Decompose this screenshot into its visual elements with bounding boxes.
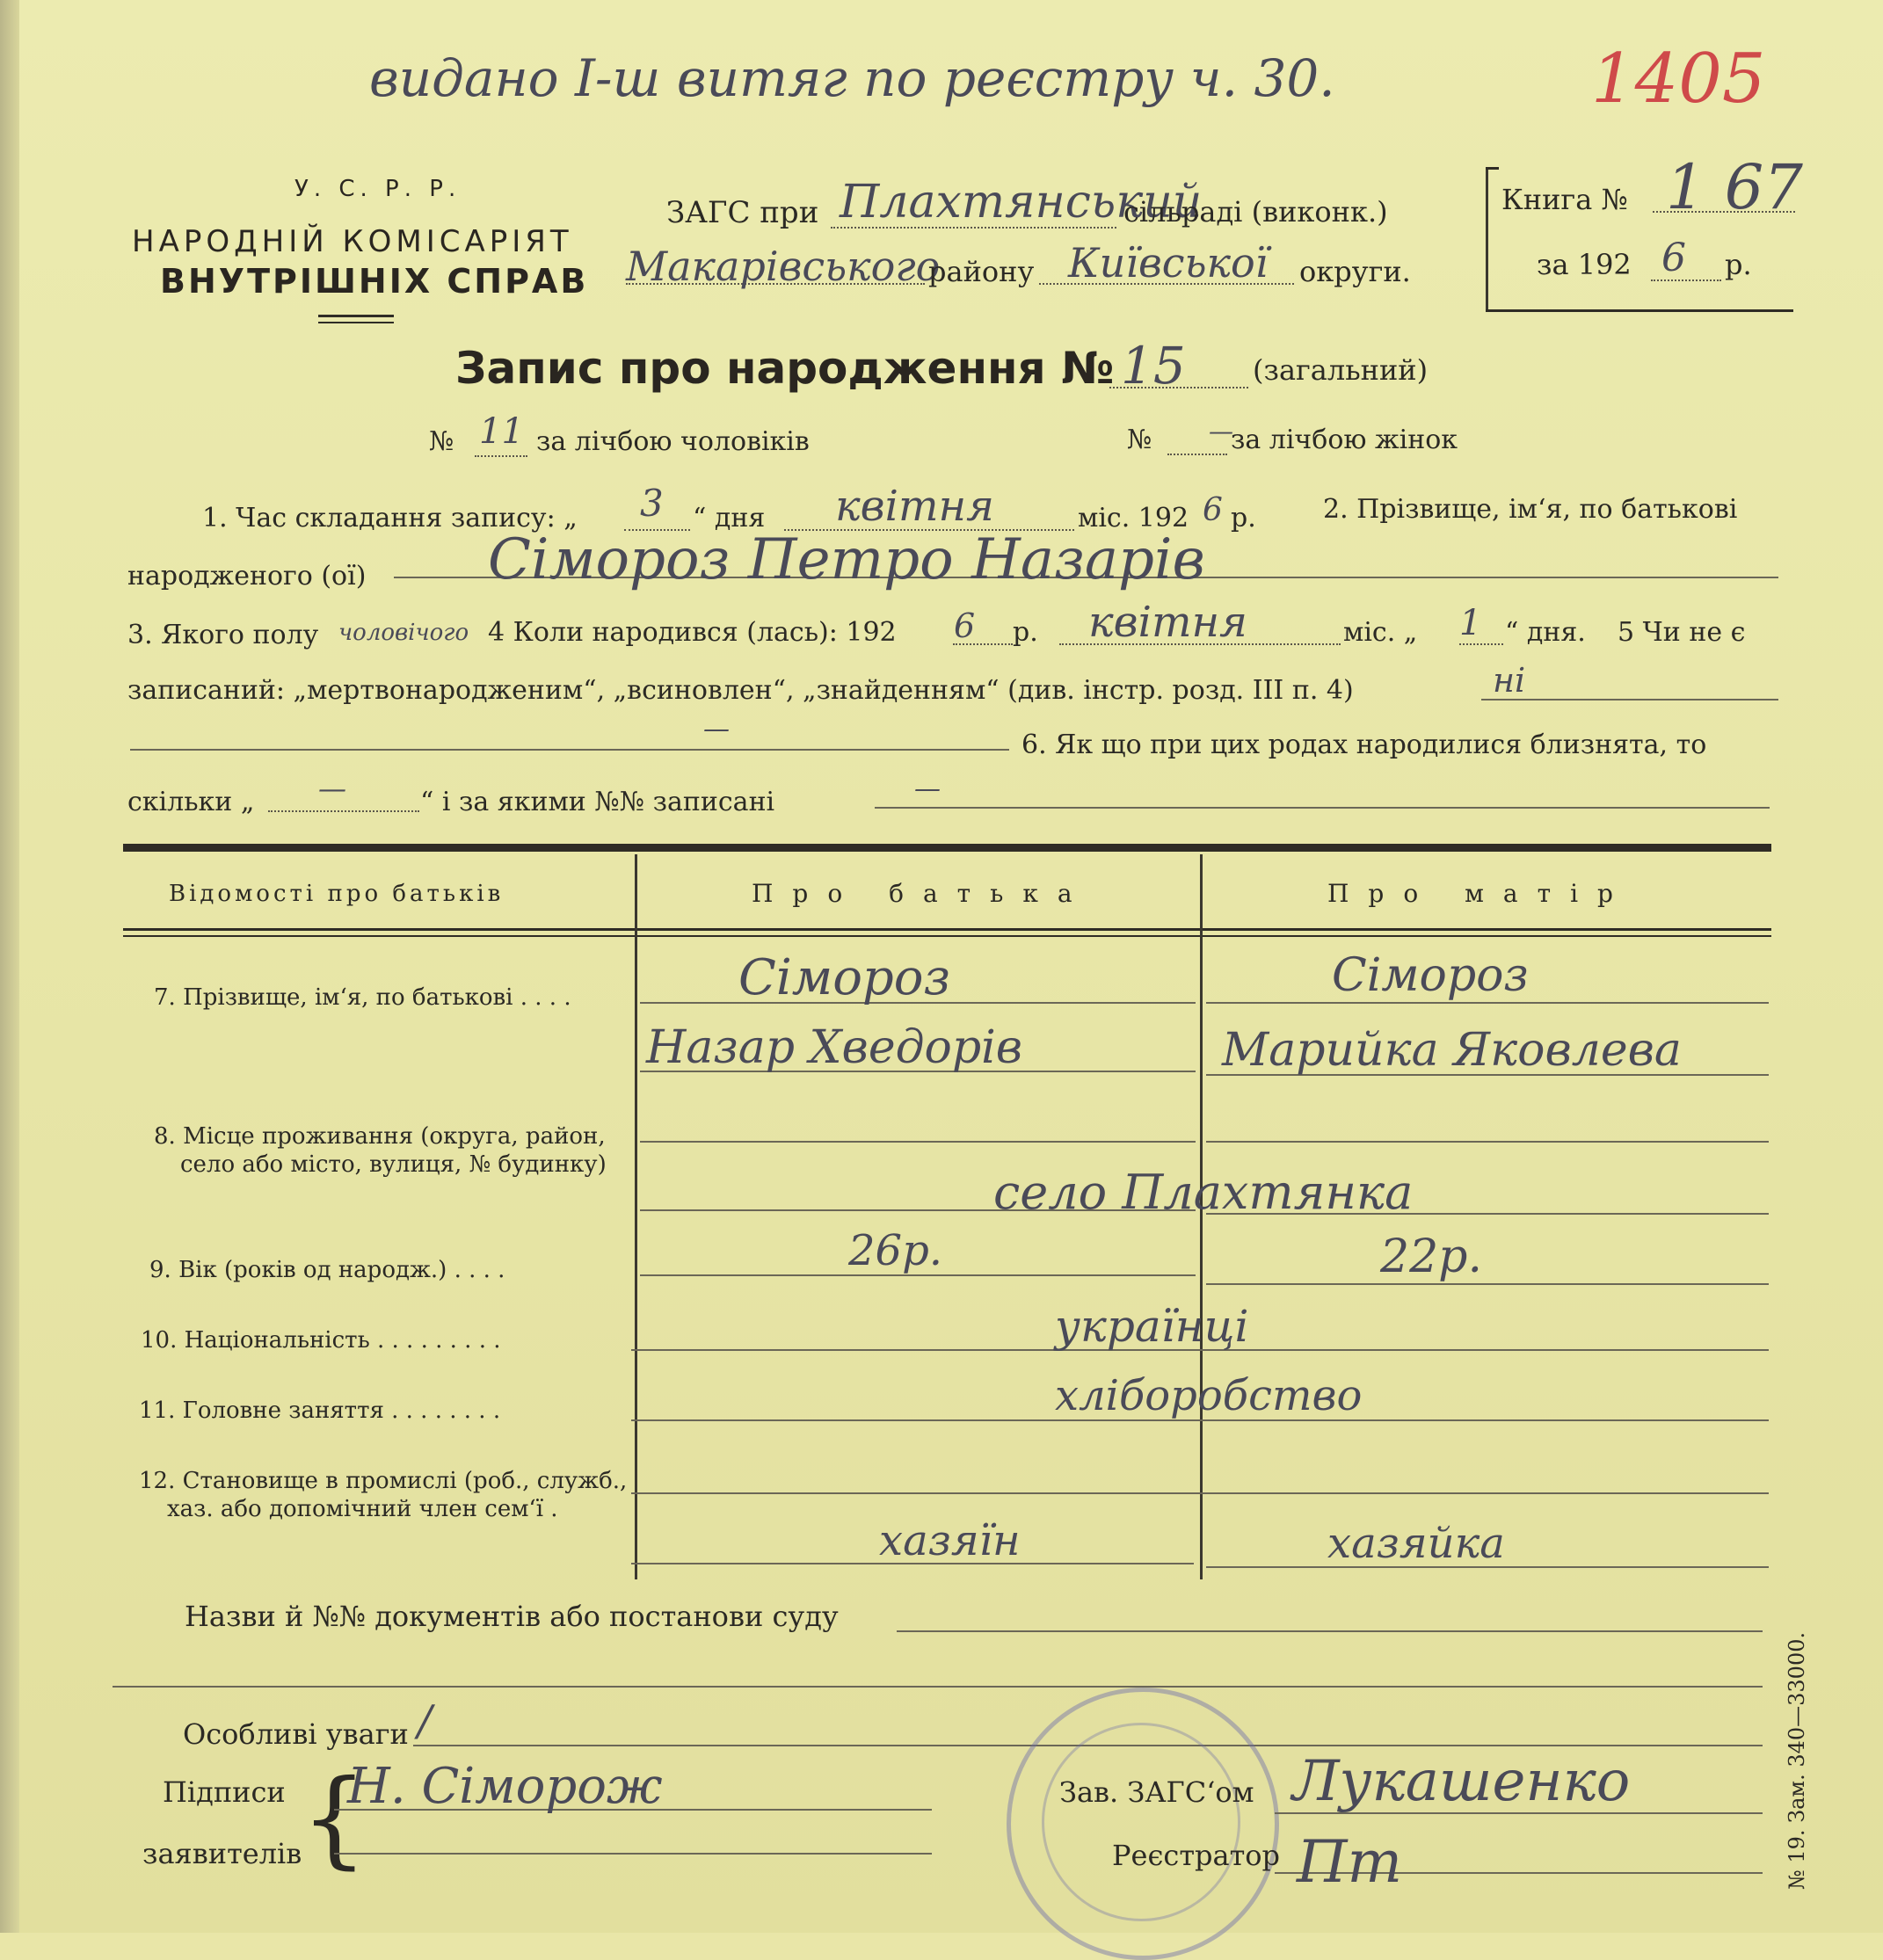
item4-month-suffix: міс. „ [1343, 617, 1418, 648]
item1-label: 1. Час складання запису: „ [202, 503, 578, 534]
region-suffix: округи. [1299, 255, 1411, 288]
top-note: видано I-ш витяг по реєстру ч. 30. [369, 48, 1335, 108]
item5-label: 5 Чи не є [1618, 617, 1746, 648]
item4-day: 1 [1459, 603, 1482, 643]
item4-month: квітня [1088, 598, 1247, 647]
mother-residence-line-1 [1206, 1141, 1769, 1143]
item5-line [1481, 699, 1778, 701]
item1-day: 3 [640, 482, 664, 525]
col3-header: Про матір [1327, 879, 1632, 908]
book-box-top [1486, 167, 1499, 170]
documents-line-2 [113, 1686, 1763, 1688]
row8-label2: село або місто, вулиця, № будинку) [180, 1151, 607, 1178]
female-count-line [1167, 454, 1227, 455]
documents-label: Назви й №№ документів або постанови суду [185, 1600, 839, 1633]
father-age: 26р. [848, 1226, 943, 1275]
council-name: Плахтянський [840, 176, 1203, 229]
record-number-suffix: (загальний) [1253, 353, 1429, 387]
book-year-label: за 192 [1537, 248, 1632, 281]
mother-surname: Сімороз [1332, 949, 1529, 1002]
mother-age-line [1206, 1283, 1769, 1285]
paper-edge [0, 0, 19, 1933]
occupation: хліборобство [1055, 1371, 1363, 1420]
applicant-signature-line-2 [334, 1853, 932, 1855]
item1-day-suffix: “ дня [693, 503, 766, 534]
male-count-prefix: № [429, 426, 454, 457]
mother-age: 22р. [1380, 1230, 1482, 1283]
registrar-label: Реєстратор [1112, 1839, 1281, 1872]
zags-head-signature: Лукашенко [1292, 1749, 1631, 1814]
female-count-prefix: № [1127, 425, 1152, 455]
signatures-label2: заявителів [142, 1837, 302, 1870]
twins-count: — [318, 772, 346, 805]
book-box-bottom [1486, 309, 1793, 312]
item4-label: 4 Коли народився (лась): 192 [488, 617, 897, 648]
record-number: 15 [1121, 336, 1186, 396]
item3-label: 3. Якого полу [127, 620, 319, 650]
header-rule-2 [318, 322, 394, 323]
mother-surname-line [1206, 1002, 1769, 1004]
item1-year: 6 [1203, 492, 1223, 528]
item6-mid: “ і за якими №№ записані [420, 787, 775, 817]
notes-value: / [418, 1696, 433, 1746]
twins-numbers: — [914, 773, 941, 804]
row12-label2: хаз. або допомічний член сем‘ї . [167, 1496, 558, 1522]
item5-cont-line [130, 749, 1009, 751]
item4-year-suffix: р. [1013, 617, 1038, 648]
father-name: Назар Хведорів [646, 1021, 1023, 1074]
item1-month: квітня [835, 482, 994, 531]
book-label: Книга № [1501, 183, 1628, 216]
male-count-number: 11 [479, 411, 524, 452]
twins-count-line [268, 810, 419, 812]
table-divider-1 [635, 854, 637, 1579]
item4-day-suffix: “ дня. [1505, 617, 1586, 648]
book-year-suffix: р. [1725, 248, 1752, 281]
male-count-label: за лічбою чоловіків [536, 426, 810, 457]
signatures-label1: Підписи [163, 1775, 286, 1809]
row10-label: 10. Національність . . . . . . . . . [141, 1327, 501, 1354]
twins-numbers-line [875, 807, 1770, 809]
item4-day-line [1459, 643, 1503, 645]
book-number: 1 67 [1666, 151, 1803, 223]
newborn-name: Сімороз Петро Назарів [488, 527, 1205, 592]
father-status: хазяїн [879, 1516, 1021, 1565]
row9-label: 9. Вік (років од народж.) . . . . [149, 1257, 505, 1283]
district-suffix: району [928, 255, 1035, 288]
book-year-digit: 6 [1661, 236, 1686, 280]
zags-prefix: ЗАГС при [666, 195, 819, 230]
item5-value: ні [1493, 661, 1526, 700]
header-rule [318, 315, 394, 317]
row11-label: 11. Головне заняття . . . . . . . . [139, 1397, 501, 1424]
documents-line [897, 1630, 1763, 1632]
mother-name: Марийка Яковлева [1222, 1024, 1682, 1077]
nationality: українці [1055, 1301, 1249, 1352]
item4-year: 6 [954, 606, 976, 645]
row8-label1: 8. Місце проживання (округа, район, [154, 1123, 606, 1150]
commissariat-line2: ВНУТРІШНІХ СПРАВ [160, 262, 589, 301]
father-surname: Сімороз [738, 949, 951, 1006]
female-count-label: за лічбою жінок [1231, 425, 1458, 455]
applicant-signature: Н. Сіморож [347, 1758, 663, 1815]
row12-label1: 12. Становище в промислі (роб., служб., [139, 1468, 628, 1494]
republic-label: У. С. Р. Р. [294, 176, 462, 202]
item6-label: 6. Як що при цих родах народилися близнята, то [1021, 730, 1707, 760]
signatures-brace: { [301, 1758, 368, 1880]
book-box-left [1486, 167, 1488, 312]
notes-label: Особливі уваги [183, 1717, 409, 1751]
sex-value: чоловічого [338, 620, 469, 646]
item2-label2: народженого (ої) [127, 561, 367, 592]
commissariat-line1: НАРОДНІЙ КОМІСАРІЯТ [132, 224, 573, 259]
item1-year-suffix: р. [1231, 503, 1256, 534]
row7-label: 7. Прізвище, ім‘я, по батькові . . . . [154, 984, 571, 1011]
record-title: Запис про народження № [455, 343, 1115, 394]
status-line-1 [631, 1492, 1769, 1494]
table-header-rule-2 [123, 935, 1771, 937]
registrar-signature: Пт [1297, 1828, 1403, 1896]
item1-month-suffix: міс. 192 [1078, 503, 1189, 534]
item6-label2: скільки „ [127, 787, 255, 817]
table-header-rule [123, 928, 1771, 931]
side-print-mark: № 19. Зам. 340—33000. [1785, 1631, 1809, 1890]
zags-head-label: Зав. ЗАГС‘ом [1059, 1775, 1254, 1809]
district-name: Макарівського [626, 243, 941, 290]
mother-status: хазяйка [1327, 1519, 1505, 1568]
male-count-line [475, 455, 527, 457]
official-stamp-inner [1042, 1723, 1240, 1921]
item5-text: записаний: „мертвонародженим“, „всиновлен“, „знайденням“ (див. інстр. розд. III п. 4) [127, 675, 1354, 706]
table-top-rule [123, 844, 1771, 852]
residence: село Плахтянка [993, 1165, 1414, 1220]
council-suffix: сільраді (виконк.) [1123, 195, 1388, 229]
corner-mark: 1405 [1591, 40, 1766, 119]
col2-header: Про батька [752, 879, 1092, 908]
item5-cont: — [703, 714, 730, 744]
region-name: Київської [1068, 239, 1269, 287]
item2-label: 2. Прізвище, ім‘я, по батькові [1323, 494, 1738, 525]
female-count-number: — [1209, 417, 1233, 446]
col1-header: Відомості про батьків [169, 881, 505, 907]
father-residence-line-1 [640, 1141, 1196, 1143]
